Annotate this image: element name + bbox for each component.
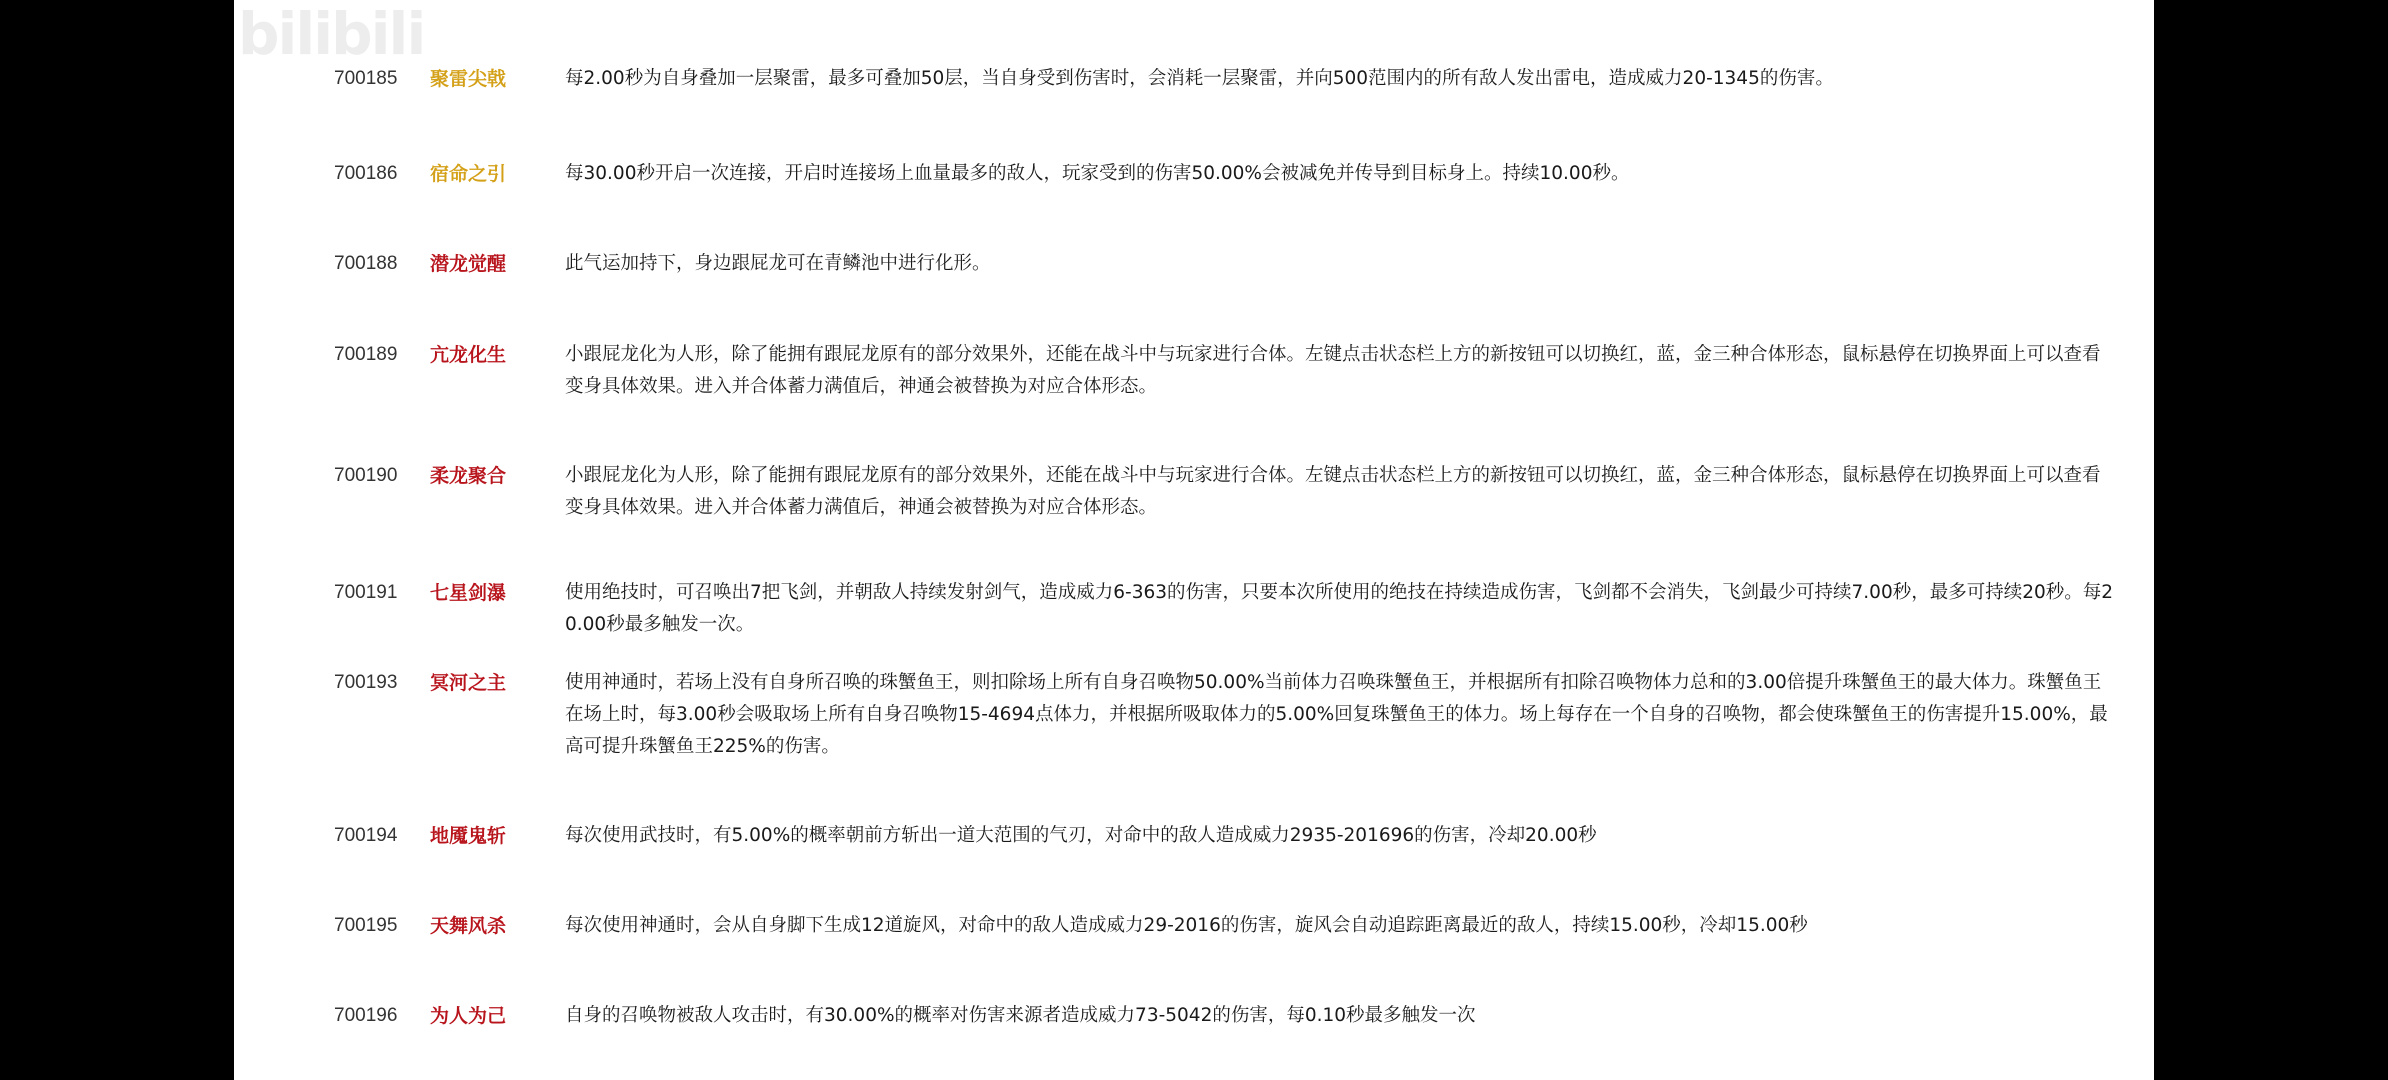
row-description: 每次使用武技时，有5.00%的概率朝前方斩出一道大范围的气刃，对命中的敌人造成威力2935-201696的伤害，冷却20.00秒	[565, 825, 1597, 846]
row-description: 每次使用神通时，会从自身脚下生成12道旋风，对命中的敌人造成威力29-2016的伤害，旋风会自动追踪距离最近的敌人，持续15.00秒，冷却15.00秒	[565, 915, 1808, 936]
row-name: 为人为己	[430, 1005, 507, 1027]
row-id: 700194	[334, 825, 398, 846]
row-id: 700191	[334, 582, 398, 603]
watermark-logo: bilibili	[238, 0, 425, 68]
row-id: 700189	[334, 344, 398, 365]
row-name: 天舞风杀	[430, 915, 507, 937]
row-id: 700190	[334, 465, 398, 486]
row-id: 700185	[334, 68, 398, 89]
row-name: 冥河之主	[430, 672, 507, 694]
row-description: 小跟屁龙化为人形，除了能拥有跟屁龙原有的部分效果外，还能在战斗中与玩家进行合体。左键点击状态栏上方的新按钮可以切换红，蓝，金三种合体形态，鼠标悬停在切换界面上可以查看变身具体效果。进入并合体蓄力满值后，神通会被替换为对应合体形态。	[565, 465, 2101, 518]
row-description: 使用神通时，若场上没有自身所召唤的珠蟹鱼王，则扣除场上所有自身召唤物50.00%当前体力召唤珠蟹鱼王，并根据所有扣除召唤物体力总和的3.00倍提升珠蟹鱼王的最大体力。珠蟹鱼王在场上时，每3.00秒会吸取场上所有自身召唤物15-4694点体力，并根据所吸取体力的5.00%回复珠蟹鱼王的体力。场上每存在一个自身的召唤物，都会使珠蟹鱼王的伤害提升15.00%，最高可提升珠蟹鱼王225%的伤害。	[565, 672, 2108, 757]
row-id: 700193	[334, 672, 398, 693]
row-description: 此气运加持下，身边跟屁龙可在青鳞池中进行化形。	[565, 253, 991, 274]
row-name: 亢龙化生	[430, 344, 507, 366]
row-id: 700188	[334, 253, 398, 274]
row-description: 小跟屁龙化为人形，除了能拥有跟屁龙原有的部分效果外，还能在战斗中与玩家进行合体。左键点击状态栏上方的新按钮可以切换红，蓝，金三种合体形态，鼠标悬停在切换界面上可以查看变身具体效果。进入并合体蓄力满值后，神通会被替换为对应合体形态。	[565, 344, 2101, 397]
row-name: 宿命之引	[430, 163, 507, 185]
row-name: 七星剑瀑	[430, 582, 507, 604]
row-description: 每30.00秒开启一次连接，开启时连接场上血量最多的敌人，玩家受到的伤害50.00%会被减免并传导到目标身上。持续10.00秒。	[565, 163, 1630, 184]
row-id: 700186	[334, 163, 398, 184]
row-name: 潜龙觉醒	[430, 253, 507, 275]
row-name: 聚雷尖戟	[430, 68, 507, 90]
row-name: 柔龙聚合	[430, 465, 507, 487]
document-page	[234, 0, 2154, 1080]
row-description: 使用绝技时，可召唤出7把飞剑，并朝敌人持续发射剑气，造成威力6-363的伤害，只要本次所使用的绝技在持续造成伤害，飞剑都不会消失，飞剑最少可持续7.00秒，最多可持续20秒。每20.00秒最多触发一次。	[565, 582, 2114, 635]
row-id: 700196	[334, 1005, 398, 1026]
row-id: 700195	[334, 915, 398, 936]
row-description: 每2.00秒为自身叠加一层聚雷，最多可叠加50层，当自身受到伤害时，会消耗一层聚雷，并向500范围内的所有敌人发出雷电，造成威力20-1345的伤害。	[565, 68, 1834, 89]
row-description: 自身的召唤物被敌人攻击时，有30.00%的概率对伤害来源者造成威力73-5042的伤害，每0.10秒最多触发一次	[565, 1005, 1476, 1026]
row-name: 地魇鬼斩	[430, 825, 507, 847]
